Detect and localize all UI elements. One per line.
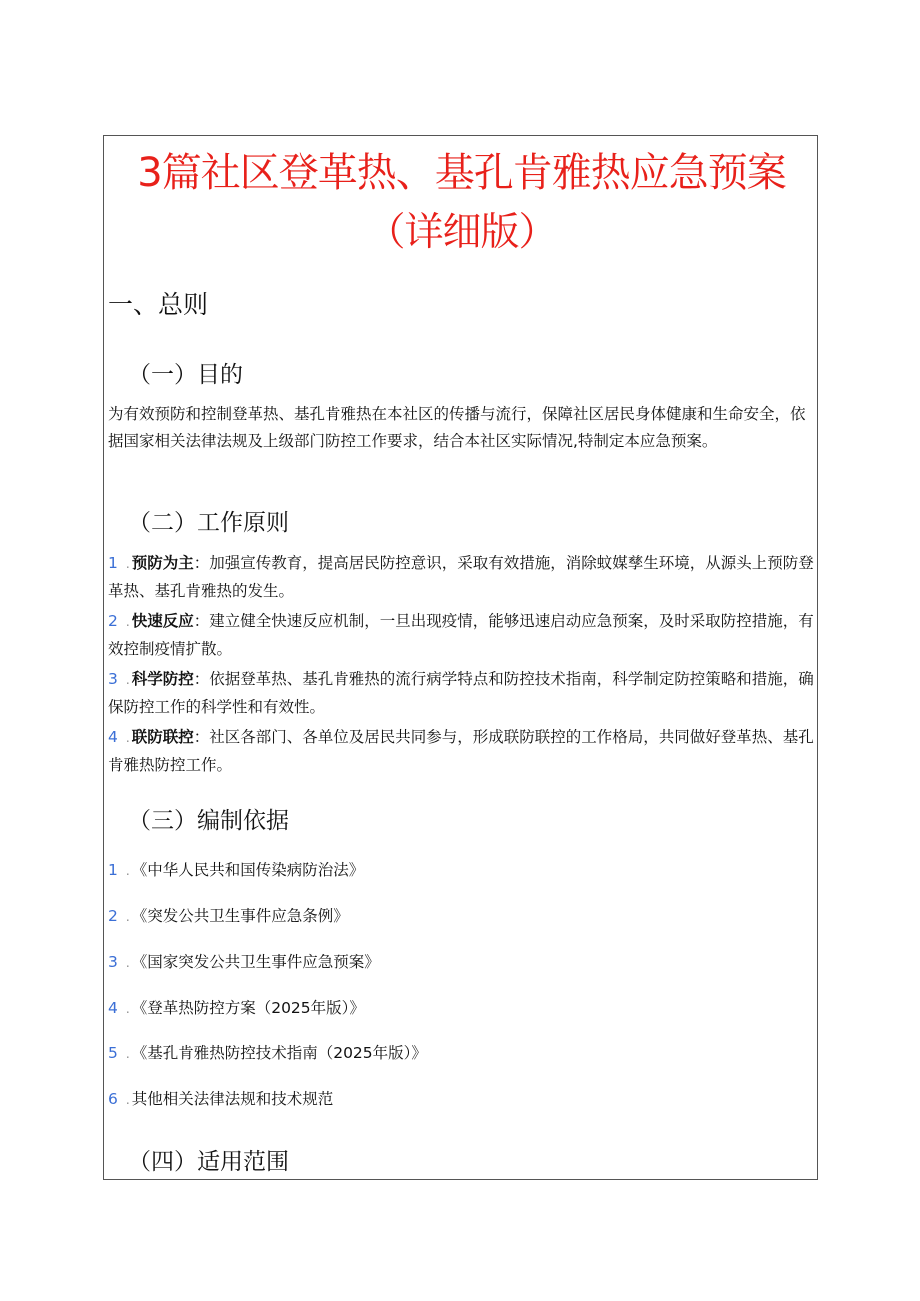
- subheading-scope: （四）适用范围: [128, 1149, 289, 1175]
- basis-text: 其他相关法律法规和技术规范: [131, 1090, 334, 1108]
- item-number: 1: [108, 861, 118, 879]
- basis-item: [108, 952, 380, 973]
- basis-text: 《突发公共卫生事件应急条例》: [131, 907, 349, 925]
- principle-item: [108, 608, 814, 663]
- basis-text: 《国家突发公共卫生事件应急预案》: [131, 953, 380, 971]
- item-number: 2: [108, 907, 118, 925]
- basis-item: [108, 860, 364, 881]
- principle-text: ：依据登革热、基孔肯雅热的流行病学特点和防控技术指南，科学制定防控策略和措施，确保防控工作的科学性和有效性。: [108, 670, 814, 716]
- basis-item: [108, 998, 365, 1019]
- document-page: [103, 135, 818, 1180]
- item-dot: .: [125, 1047, 130, 1061]
- principle-item: [108, 550, 814, 605]
- principle-text: ：社区各部门、各单位及居民共同参与，形成联防联控的工作格局，共同做好登革热、基孔肯雅热防控工作。: [108, 728, 814, 774]
- item-dot: .: [125, 956, 130, 970]
- principle-term: 快速反应: [131, 612, 194, 630]
- subheading-principles: （二）工作原则: [128, 510, 289, 536]
- item-number: 4: [108, 728, 118, 746]
- basis-item: [108, 1043, 427, 1064]
- item-number: 5: [108, 1044, 118, 1062]
- item-number: 4: [108, 999, 118, 1017]
- principle-text: ：建立健全快速反应机制，一旦出现疫情，能够迅速启动应急预案，及时采取防控措施，有效控制疫情扩散。: [108, 612, 814, 658]
- item-number: 3: [108, 953, 118, 971]
- subheading-purpose: （一）目的: [128, 362, 243, 388]
- item-number: 3: [108, 670, 118, 688]
- item-dot: .: [125, 673, 130, 687]
- principle-item: [108, 666, 814, 721]
- purpose-paragraph: 为有效预防和控制登革热、基孔肯雅热在本社区的传播与流行，保障社区居民身体健康和生命安全，依据国家相关法律法规及上级部门防控工作要求，结合本社区实际情况,特制定本应急预案。: [108, 405, 806, 450]
- basis-text: 《登革热防控方案（2025年版）》: [131, 999, 365, 1017]
- item-dot: .: [125, 557, 130, 571]
- basis-text: 《基孔肯雅热防控技术指南（2025年版）》: [131, 1044, 427, 1062]
- document-title-line1: 3篇社区登革热、基孔肯雅热应急预案: [137, 150, 786, 196]
- principle-term: 联防联控: [131, 728, 194, 746]
- item-number: 2: [108, 612, 118, 630]
- principle-item: [108, 724, 814, 779]
- principle-term: 预防为主: [131, 554, 194, 572]
- section-heading-general: 一、总则: [108, 290, 209, 319]
- item-number: 1: [108, 554, 118, 572]
- item-dot: .: [125, 1093, 130, 1107]
- item-dot: .: [125, 1002, 130, 1016]
- item-dot: .: [125, 864, 130, 878]
- item-number: 6: [108, 1090, 118, 1108]
- item-dot: .: [125, 731, 130, 745]
- document-title-line2: （详细版）: [366, 210, 557, 255]
- basis-item: [108, 1089, 333, 1110]
- item-dot: .: [125, 910, 130, 924]
- item-dot: .: [125, 615, 130, 629]
- principle-term: 科学防控: [131, 670, 194, 688]
- basis-text: 《中华人民共和国传染病防治法》: [131, 861, 365, 879]
- principle-text: ：加强宣传教育，提高居民防控意识，采取有效措施，消除蚊媒孳生环境，从源头上预防登革热、基孔肯雅热的发生。: [108, 554, 814, 600]
- basis-item: [108, 906, 349, 927]
- subheading-basis: （三）编制依据: [128, 808, 289, 834]
